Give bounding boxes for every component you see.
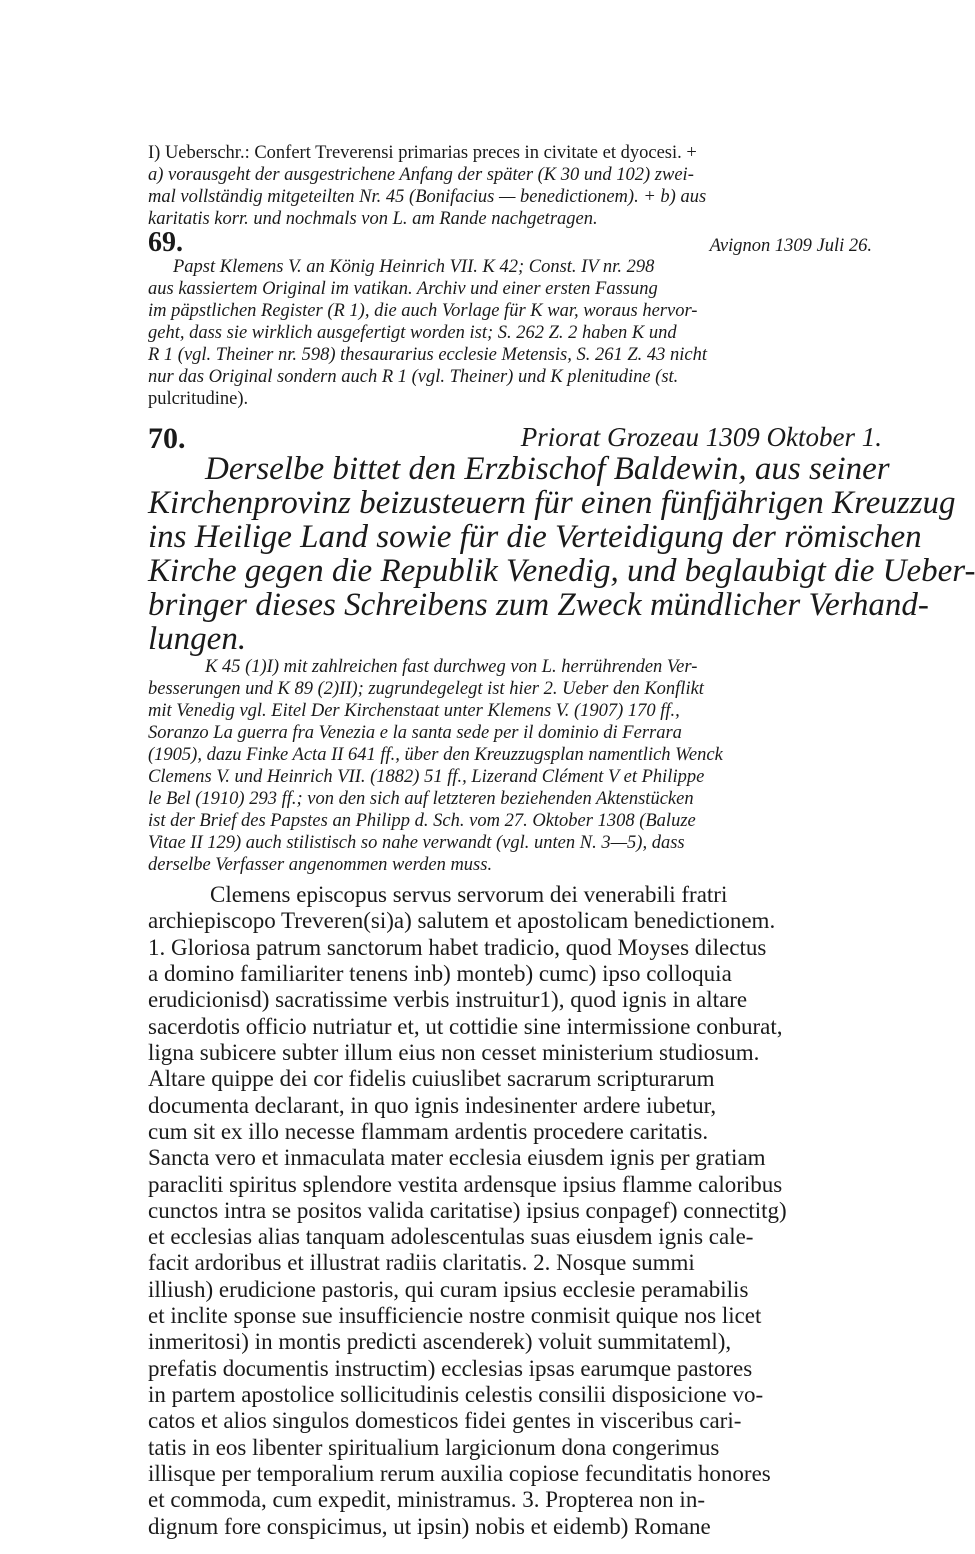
regest-line: bringer dieses Schreibens zum Zweck mündlicher Verhand-: [148, 587, 929, 623]
text-line: illiush) erudicione pastoris, qui curam ipsius ecclesie peramabilis: [148, 1276, 749, 1302]
text-line: Sancta vero et inmaculata mater ecclesia eiusdem ignis per gratiam: [148, 1145, 766, 1171]
text-line: 1. Gloriosa patrum sanctorum habet tradicio, quod Moyses dilectus: [148, 934, 767, 960]
doc70-note-line: (1905), dazu Finke Acta II 641 ff., über den Kreuzzugsplan namentlich Wenck: [148, 745, 723, 765]
doc70-note-line: besserungen und K 89 (2)II); zugrundegelegt ist hier 2. Ueber den Konflikt: [148, 679, 704, 699]
text-line: et inclite sponse sue insufficiencie nostre conmisit quique nos licet: [148, 1303, 762, 1329]
doc70-note-line: le Bel (1910) 293 ff.; von den sich auf letzteren beziehenden Aktenstücken: [148, 789, 694, 809]
text-line: facit ardoribus et illustrat radiis claritatis. 2. Nosque summi: [148, 1250, 695, 1276]
text-line: dignum fore conspicimus, ut ipsin) nobis et eidemb) Romane: [148, 1513, 711, 1539]
text-line: illisque per temporalium rerum auxilia copiose fecunditatis honores: [148, 1461, 771, 1487]
doc70-note-line: ist der Brief des Papstes an Philipp d. Sch. vom 27. Oktober 1308 (Baluze: [148, 811, 696, 831]
text-line: cunctos intra se positos valida caritatise) ipsius conpagef) connectitg): [148, 1197, 787, 1223]
text-line: documenta declarant, in quo ignis indesinenter ardere iubetur,: [148, 1092, 717, 1118]
regest-line: ins Heilige Land sowie für die Verteidigung der römischen: [148, 519, 922, 555]
text-line: cum sit ex illo necesse flammam ardentis procedere caritatis.: [148, 1118, 709, 1144]
text-line: inmeritosi) in montis predicti ascenderek) voluit summitateml),: [148, 1329, 732, 1355]
apparatus-line: mal vollständig mitgeteilten Nr. 45 (Bonifacius — benedictionem). + b) aus: [148, 187, 707, 207]
doc69-heading: [148, 227, 892, 258]
text-line: in partem apostolice sollicitudinis celestis consilii disposicione vo-: [148, 1382, 764, 1408]
doc70-date: Priorat Grozeau 1309 Oktober 1.: [520, 422, 882, 452]
regest-line: lungen.: [148, 621, 247, 657]
doc70-note-line: Clemens V. und Heinrich VII. (1882) 51 ff., Lizerand Clément V et Philippe: [148, 767, 705, 787]
apparatus-line: karitatis korr. und nochmals von L. am Rande nachgetragen.: [148, 209, 598, 229]
text-line: paracliti spiritus splendore vestita ardensque ipsius flamme caloribus: [148, 1171, 783, 1197]
doc69-note-line: R 1 (vgl. Theiner nr. 598) thesaurarius ecclesie Metensis, S. 261 Z. 43 nicht: [148, 345, 708, 365]
text-line: Altare quippe dei cor fidelis cuiuslibet sacrarum scripturarum: [148, 1066, 715, 1092]
regest-line: Kirche gegen die Republik Venedig, und beglaubigt die Ueber-: [148, 553, 975, 589]
regest-line: Kirchenprovinz beizusteuern für einen fünfjährigen Kreuzzug: [148, 485, 956, 521]
doc70-note-line: K 45 (1)I) mit zahlreichen fast durchweg von L. herrührenden Ver-: [205, 657, 698, 677]
apparatus-line: a) vorausgeht der ausgestrichene Anfang der später (K 30 und 102) zwei-: [148, 165, 694, 185]
text-line: Clemens episcopus servus servorum dei venerabili fratri: [210, 882, 728, 907]
text-line: prefatis documentis instructim) ecclesias ipsas earumque pastores: [148, 1355, 753, 1381]
doc69-date: Avignon 1309 Juli 26.: [709, 236, 872, 256]
doc69-note-line: pulcritudine).: [148, 389, 249, 409]
doc70-note-line: mit Venedig vgl. Eitel Der Kirchenstaat unter Klemens V. (1907) 170 ff.,: [148, 701, 680, 721]
doc69-number: 69.: [148, 227, 183, 258]
doc69-note-line: im päpstlichen Register (R 1), die auch Vorlage für K war, woraus hervor-: [148, 301, 698, 321]
text-line: a domino familiariter tenens inb) monteb) cumc) ipso colloquia: [148, 960, 732, 986]
text-line: ligna subicere subter illum eius non cesset ministerium studiosum.: [148, 1039, 760, 1065]
apparatus-line: I) Ueberschr.: Confert Treverensi primarias preces in civitate et dyocesi. +: [148, 143, 697, 163]
text-line: erudicionisd) sacratissime verbis instruitur1), quod ignis in altare: [148, 987, 748, 1013]
text-line: tatis in eos libenter spiritualium largicionum dona congerimus: [148, 1434, 720, 1460]
text-line: catos et alios singulos domesticos fidei gentes in visceribus cari-: [148, 1408, 742, 1434]
text-line: sacerdotis officio nutriatur et, ut cottidie sine intermissione conburat,: [148, 1013, 783, 1039]
doc70-note-line: derselbe Verfasser angenommen werden muss.: [148, 855, 493, 875]
doc69-note-line: geht, dass sie wirklich ausgefertigt worden ist; S. 262 Z. 2 haben K und: [148, 323, 677, 343]
doc70-note-line: Vitae II 129) auch stilistisch so nahe verwandt (vgl. unten N. 3—5), dass: [148, 833, 685, 853]
doc69-note-line: aus kassiertem Original im vatikan. Archiv und einer ersten Fassung: [148, 279, 658, 299]
text-line: archiepiscopo Treveren(si)a) salutem et apostolicam benedictionem.: [148, 908, 776, 934]
doc70-note-line: Soranzo La guerra fra Venezia e la santa sede per il dominio di Ferrara: [148, 723, 682, 743]
text-line: et commoda, cum expedit, ministramus. 3. Propterea non in-: [148, 1487, 705, 1513]
doc69-note-line: nur das Original sondern auch R 1 (vgl. Theiner) und K plenitudine (st.: [148, 367, 679, 387]
doc70-number: 70.: [148, 422, 186, 455]
doc69-note-line: Papst Klemens V. an König Heinrich VII. K 42; Const. IV nr. 298: [173, 257, 655, 277]
text-line: et ecclesias alias tanquam adolescentulas suas eiusdem ignis cale-: [148, 1224, 754, 1250]
regest-line: Derselbe bittet den Erzbischof Baldewin, aus seiner: [205, 451, 890, 487]
